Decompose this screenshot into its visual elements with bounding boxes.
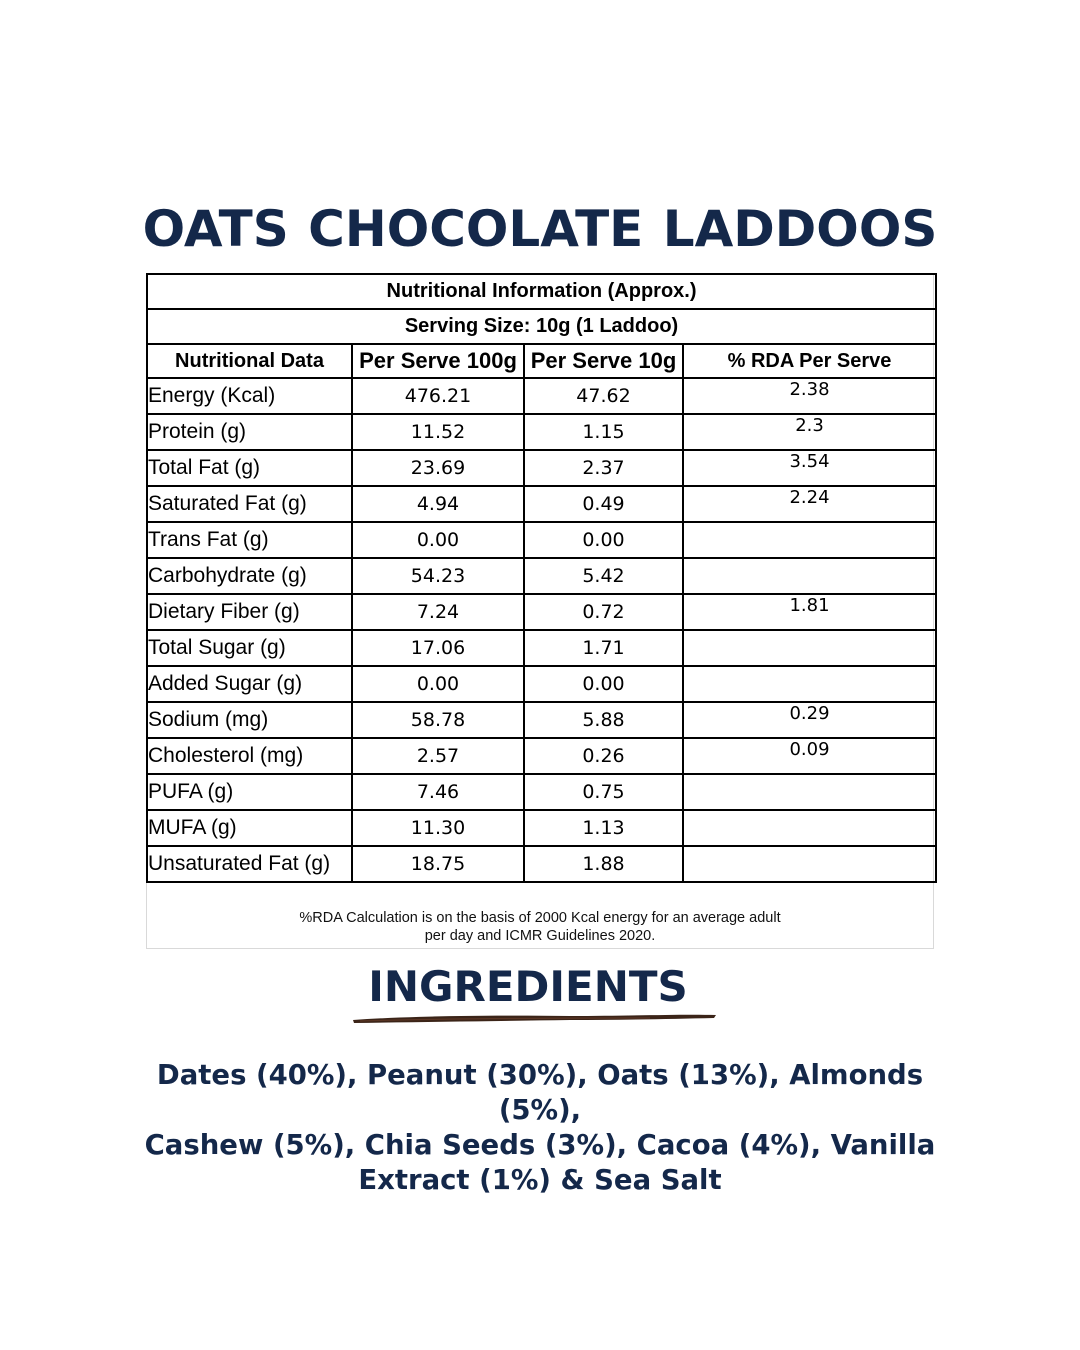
column-header-nutritional-data: Nutritional Data — [147, 344, 352, 378]
table-row — [147, 702, 936, 738]
rda-value — [683, 522, 936, 558]
nutrient-label: MUFA (g) — [147, 810, 352, 846]
table-row — [147, 558, 936, 594]
nutrient-label: Dietary Fiber (g) — [147, 594, 352, 630]
rda-value — [683, 810, 936, 846]
nutrient-label: Protein (g) — [147, 414, 352, 450]
per-100g-value: 4.94 — [352, 486, 524, 522]
rda-value — [683, 774, 936, 810]
table-row — [147, 666, 936, 702]
per-10g-value: 0.72 — [524, 594, 683, 630]
per-10g-value: 0.75 — [524, 774, 683, 810]
ingredients-line-1: Dates (40%), Peanut (30%), Oats (13%), Almonds (5%), — [156, 1059, 924, 1126]
nutrition-table — [146, 273, 937, 883]
table-row — [147, 630, 936, 666]
per-10g-value: 0.49 — [524, 486, 683, 522]
table-row — [147, 414, 936, 450]
column-header-rda: % RDA Per Serve — [683, 344, 936, 378]
per-100g-value: 7.24 — [352, 594, 524, 630]
per-100g-value: 2.57 — [352, 738, 524, 774]
rda-value — [683, 666, 936, 702]
per-100g-value: 476.21 — [352, 378, 524, 414]
table-row — [147, 450, 936, 486]
nutrient-label: Added Sugar (g) — [147, 666, 352, 702]
nutrient-label: PUFA (g) — [147, 774, 352, 810]
ingredients-line-2: Cashew (5%), Chia Seeds (3%), Cacoa (4%), Vanilla — [144, 1129, 936, 1161]
rda-value: 2.3 — [683, 414, 936, 450]
nutrient-label: Cholesterol (mg) — [147, 738, 352, 774]
rda-footnote-line-2: per day and ICMR Guidelines 2020. — [424, 928, 656, 944]
rda-value: 0.09 — [683, 738, 936, 774]
product-title: OATS CHOCOLATE LADDOOS — [142, 200, 938, 258]
per-10g-value: 0.00 — [524, 522, 683, 558]
nutrient-label: Total Fat (g) — [147, 450, 352, 486]
per-100g-value: 58.78 — [352, 702, 524, 738]
per-10g-value: 1.13 — [524, 810, 683, 846]
per-10g-value: 1.15 — [524, 414, 683, 450]
per-10g-value: 0.00 — [524, 666, 683, 702]
per-100g-value: 17.06 — [352, 630, 524, 666]
table-row — [147, 774, 936, 810]
per-100g-value: 23.69 — [352, 450, 524, 486]
per-10g-value: 5.42 — [524, 558, 683, 594]
nutrient-label: Unsaturated Fat (g) — [147, 846, 352, 882]
serving-size: Serving Size: 10g (1 Laddoo) — [147, 309, 936, 344]
serving-size-row — [147, 309, 936, 344]
per-100g-value: 18.75 — [352, 846, 524, 882]
nutrient-label: Trans Fat (g) — [147, 522, 352, 558]
rda-footnote — [146, 909, 934, 945]
per-10g-value: 47.62 — [524, 378, 683, 414]
per-10g-value: 2.37 — [524, 450, 683, 486]
table-row — [147, 594, 936, 630]
table-heading: Nutritional Information (Approx.) — [147, 274, 936, 309]
nutrient-label: Saturated Fat (g) — [147, 486, 352, 522]
per-10g-value: 1.71 — [524, 630, 683, 666]
per-100g-value: 0.00 — [352, 522, 524, 558]
brush-underline-icon — [350, 1010, 720, 1026]
rda-value: 2.24 — [683, 486, 936, 522]
table-row — [147, 486, 936, 522]
per-100g-value: 0.00 — [352, 666, 524, 702]
table-row — [147, 738, 936, 774]
table-row — [147, 378, 936, 414]
nutrient-label: Carbohydrate (g) — [147, 558, 352, 594]
table-row — [147, 522, 936, 558]
rda-value — [683, 846, 936, 882]
column-header-row — [147, 344, 936, 378]
per-10g-value: 5.88 — [524, 702, 683, 738]
ingredients-heading: INGREDIENTS — [368, 962, 688, 1011]
per-100g-value: 11.30 — [352, 810, 524, 846]
rda-value: 0.29 — [683, 702, 936, 738]
nutrient-label: Sodium (mg) — [147, 702, 352, 738]
column-header-per-10g: Per Serve 10g — [524, 344, 683, 378]
rda-value: 2.38 — [683, 378, 936, 414]
table-row — [147, 810, 936, 846]
rda-value: 3.54 — [683, 450, 936, 486]
rda-value — [683, 558, 936, 594]
per-100g-value: 7.46 — [352, 774, 524, 810]
per-100g-value: 54.23 — [352, 558, 524, 594]
nutrient-label: Energy (Kcal) — [147, 378, 352, 414]
nutrient-label: Total Sugar (g) — [147, 630, 352, 666]
table-row — [147, 846, 936, 882]
column-header-per-100g: Per Serve 100g — [352, 344, 524, 378]
ingredients-list — [120, 1058, 960, 1198]
ingredients-line-3: Extract (1%) & Sea Salt — [358, 1164, 722, 1196]
per-10g-value: 0.26 — [524, 738, 683, 774]
table-heading-row — [147, 274, 936, 309]
rda-value — [683, 630, 936, 666]
rda-footnote-line-1: %RDA Calculation is on the basis of 2000 Kcal energy for an average adult — [299, 910, 781, 926]
nutrition-rows — [147, 378, 936, 882]
rda-value: 1.81 — [683, 594, 936, 630]
per-10g-value: 1.88 — [524, 846, 683, 882]
per-100g-value: 11.52 — [352, 414, 524, 450]
